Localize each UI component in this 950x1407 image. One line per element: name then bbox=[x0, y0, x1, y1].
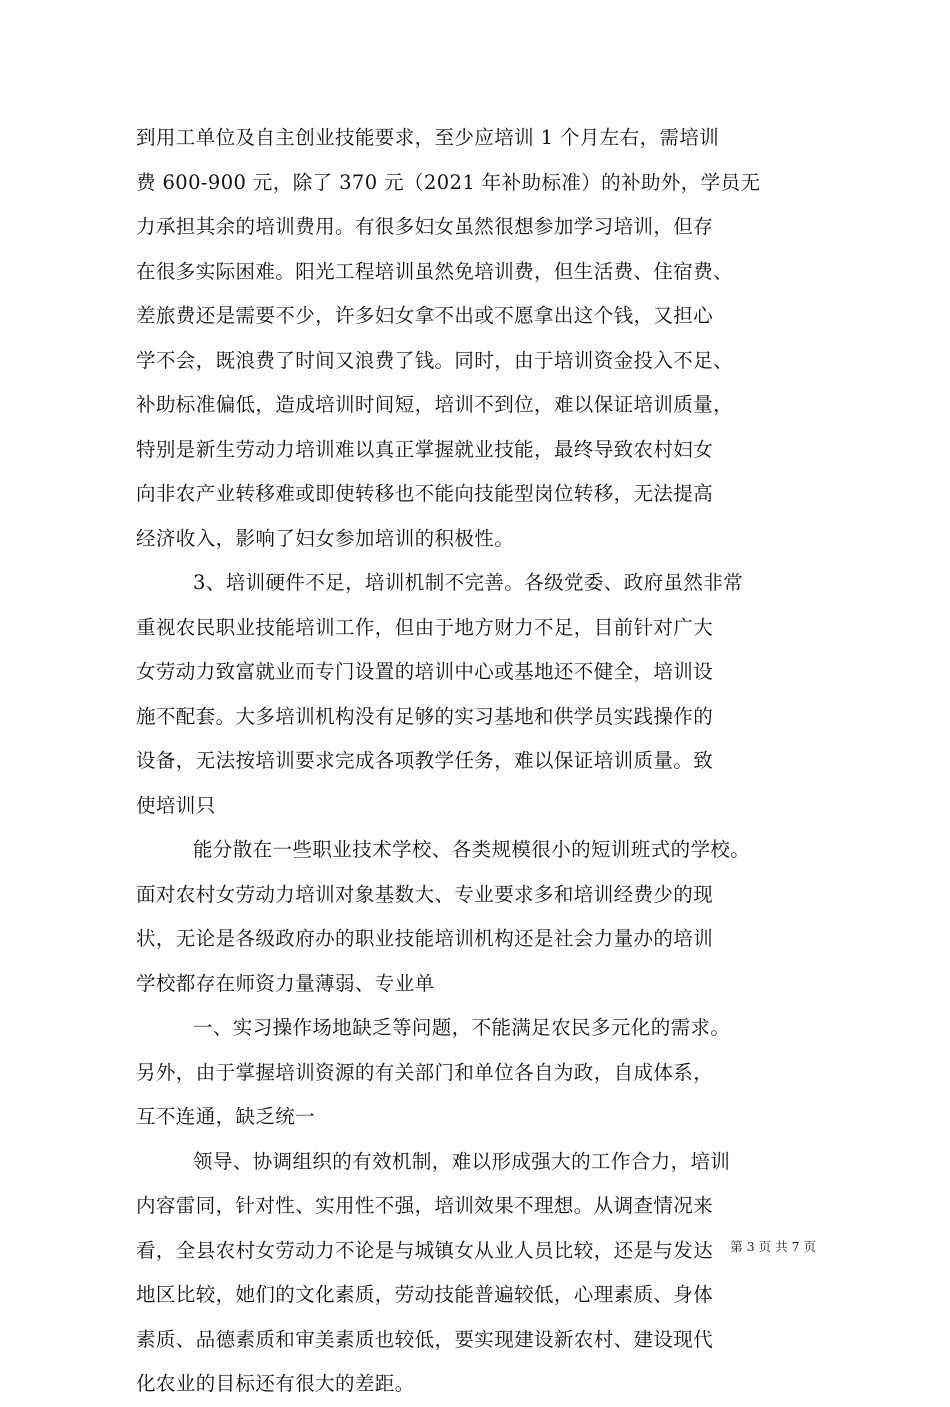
paragraph-start-line: 能分散在一些职业技术学校、各类规模很小的短训班式的学校。 bbox=[193, 838, 751, 861]
text-line: 设备，无法按培训要求完成各项教学任务，难以保证培训质量。致 bbox=[136, 749, 714, 772]
document-body bbox=[136, 116, 816, 1407]
text-line: 费 600-900 元，除了 370 元（2021 年补助标准）的补助外，学员无 bbox=[136, 170, 761, 194]
text-line: 使培训只 bbox=[136, 793, 216, 817]
text-line: 施不配套。大多培训机构没有足够的实习基地和供学员实践操作的 bbox=[136, 704, 714, 728]
text-line: 状，无论是各级政府办的职业技能培训机构还是社会力量办的培训 bbox=[136, 927, 714, 950]
text-line: 学不会，既浪费了时间又浪费了钱。同时，由于培训资金投入不足、 bbox=[136, 348, 734, 372]
text-line: 另外，由于掌握培训资源的有关部门和单位各自为政，自成体系， bbox=[136, 1060, 714, 1084]
text-line: 特别是新生劳动力培训难以真正掌握就业技能，最终导致农村妇女 bbox=[136, 437, 714, 461]
text-line: 学校都存在师资力量薄弱、专业单 bbox=[136, 971, 435, 995]
text-line: 地区比较，她们的文化素质，劳动技能普遍较低，心理素质、身体 bbox=[136, 1283, 714, 1306]
text-line: 女劳动力致富就业而专门设置的培训中心或基地还不健全，培训设 bbox=[136, 660, 714, 683]
text-line: 到用工单位及自主创业技能要求，至少应培训 1 个月左右，需培训 bbox=[136, 126, 720, 149]
page-number-footer: 第 3 页 共 7 页 bbox=[730, 1239, 816, 1254]
text-line: 经济收入，影响了妇女参加培训的积极性。 bbox=[136, 526, 515, 550]
text-line: 互不连通，缺乏统一 bbox=[136, 1105, 316, 1128]
text-line: 化农业的目标还有很大的差距。 bbox=[136, 1372, 415, 1395]
text-line: 面对农村女劳动力培训对象基数大、专业要求多和培训经费少的现 bbox=[136, 882, 714, 906]
text-line: 向非农产业转移难或即使转移也不能向技能型岗位转移，无法提高 bbox=[136, 482, 714, 505]
text-line: 力承担其余的培训费用。有很多妇女虽然很想参加学习培训，但存 bbox=[136, 215, 714, 238]
paragraph-start-line: 领导、协调组织的有效机制，难以形成强大的工作合力，培训 bbox=[193, 1149, 731, 1173]
text-line: 补助标准偏低，造成培训时间短，培训不到位，难以保证培训质量， bbox=[136, 393, 734, 416]
text-line: 差旅费还是需要不少，许多妇女拿不出或不愿拿出这个钱，又担心 bbox=[136, 304, 714, 327]
text-line: 内容雷同，针对性、实用性不强，培训效果不理想。从调查情况来 bbox=[136, 1194, 714, 1217]
paragraph-start-line: 一、实习操作场地缺乏等问题，不能满足农民多元化的需求。 bbox=[193, 1016, 731, 1039]
text-line: 素质、品德素质和审美素质也较低，要实现建设新农村、建设现代 bbox=[136, 1327, 714, 1351]
text-line: 重视农民职业技能培训工作，但由于地方财力不足，目前针对广大 bbox=[136, 615, 714, 639]
text-line: 在很多实际困难。阳光工程培训虽然免培训费，但生活费、住宿费、 bbox=[136, 259, 734, 283]
paragraph-start-line: 3、培训硬件不足，培训机制不完善。各级党委、政府虽然非常 bbox=[193, 571, 744, 594]
text-line: 看，全县农村女劳动力不论是与城镇女从业人员比较，还是与发达 bbox=[136, 1238, 714, 1262]
